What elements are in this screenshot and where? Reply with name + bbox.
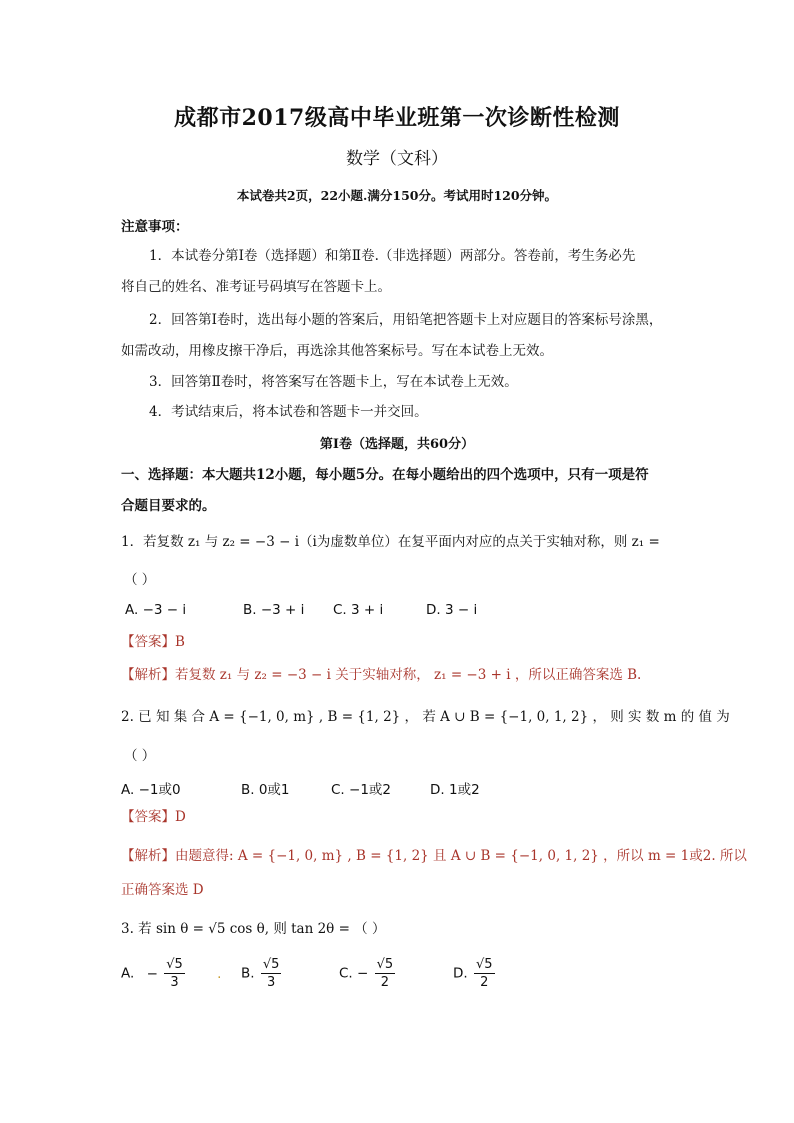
fraction-numerator: √5: [166, 957, 183, 972]
fraction-denominator: 2: [380, 975, 390, 990]
fraction-denominator: 3: [267, 975, 276, 990]
fraction-denominator: 2: [480, 975, 489, 990]
question-1-stem: 1．若复数 z₁ 与 z₂ = −3 − i（i为虚数单位）在复平面内对应的点关于实轴对称，则 z₁ =: [121, 534, 660, 550]
option-sign: −: [357, 965, 369, 982]
page-title: 成都市2017级高中毕业班第一次诊断性检测: [174, 105, 620, 131]
question-2-blank: （ ）: [124, 748, 156, 764]
question-3-option-a: [121, 956, 221, 991]
page-subtitle: 数学（文科）: [346, 149, 448, 169]
question-3-stem: 3. 若 sin θ = √5 cos θ, 则 tan 2θ = （ ）: [121, 921, 386, 937]
section-heading: 第Ⅰ卷（选择题，共60分）: [319, 437, 475, 452]
question-2-option-b: B. 0或1: [241, 782, 290, 798]
fraction-numerator: √5: [475, 957, 493, 972]
notice-item-1: 1．本试卷分第Ⅰ卷（选择题）和第Ⅱ卷.（非选择题）两部分。答卷前，考生务必先: [149, 248, 636, 264]
section-intro: 一、选择题：本大题共12小题，每小题5分。在每小题给出的四个选项中，只有一项是符: [121, 467, 649, 483]
fraction-numerator: √5: [376, 957, 394, 972]
question-3-option-b: [241, 956, 283, 991]
question-2-analysis-cont: 正确答案选 D: [121, 882, 204, 898]
question-2-option-d: D. 1或2: [430, 782, 480, 798]
notice-item-1-cont: 将自己的姓名、准考证号码填写在答题卡上。: [121, 279, 391, 295]
option-label: D.: [453, 965, 468, 982]
stray-dot: .: [217, 965, 222, 982]
option-label: C.: [339, 965, 353, 982]
option-label: A.: [121, 965, 135, 982]
notice-item-2-cont: 如需改动，用橡皮擦干净后，再选涂其他答案标号。写在本试卷上无效。: [121, 343, 553, 359]
question-3-option-c: [339, 956, 397, 991]
question-1-option-b: B. −3 + i: [243, 602, 305, 618]
fraction: [261, 956, 282, 991]
fraction: [474, 956, 495, 991]
question-1-blank: （ ）: [124, 572, 156, 588]
fraction-numerator: √5: [262, 957, 280, 972]
question-2-option-c: C. −1或2: [331, 782, 391, 798]
fraction: [375, 956, 396, 991]
question-1-option-d: D. 3 − i: [426, 602, 478, 618]
fraction-denominator: 3: [170, 975, 179, 990]
question-2-analysis: 【解析】由题意得: A = {−1, 0, m} , B = {1, 2} 且 A ∪ B = {−1, 0, 1, 2} ，所以 m = 1或2. 所以: [121, 848, 747, 864]
option-label: B.: [241, 965, 255, 982]
question-2-stem: 2. 已 知 集 合 A = {−1, 0, m} , B = {1, 2} ， 若 A ∪ B = {−1, 0, 1, 2} ， 则 实 数 m 的 值 为: [121, 709, 730, 725]
question-1-option-c: C. 3 + i: [333, 602, 384, 618]
question-1-analysis: 【解析】若复数 z₁ 与 z₂ = −3 − i 关于实轴对称， z₁ = −3 + i ，所以正确答案选 B.: [121, 667, 642, 683]
option-sign: −: [146, 965, 158, 982]
exam-info: 本试卷共2页，22小题.满分150分。考试用时120分钟。: [236, 188, 558, 203]
question-3-option-d: [453, 956, 497, 991]
question-1-answer: 【答案】B: [121, 634, 185, 650]
question-1-option-a: A. −3 − i: [125, 602, 187, 618]
question-2-answer: 【答案】D: [121, 809, 186, 825]
section-intro-cont: 合题目要求的。: [121, 498, 216, 514]
notice-item-2: 2．回答第Ⅰ卷时，选出每小题的答案后，用铅笔把答题卡上对应题目的答案标号涂黑，: [149, 312, 663, 328]
notice-item-3: 3．回答第Ⅱ卷时，将答案写在答题卡上，写在本试卷上无效。: [149, 374, 518, 390]
fraction: [164, 956, 185, 991]
notice-item-4: 4．考试结束后，将本试卷和答题卡一并交回。: [149, 404, 428, 420]
question-2-option-a: A. −1或0: [121, 782, 181, 798]
notice-heading: 注意事项：: [121, 219, 189, 235]
